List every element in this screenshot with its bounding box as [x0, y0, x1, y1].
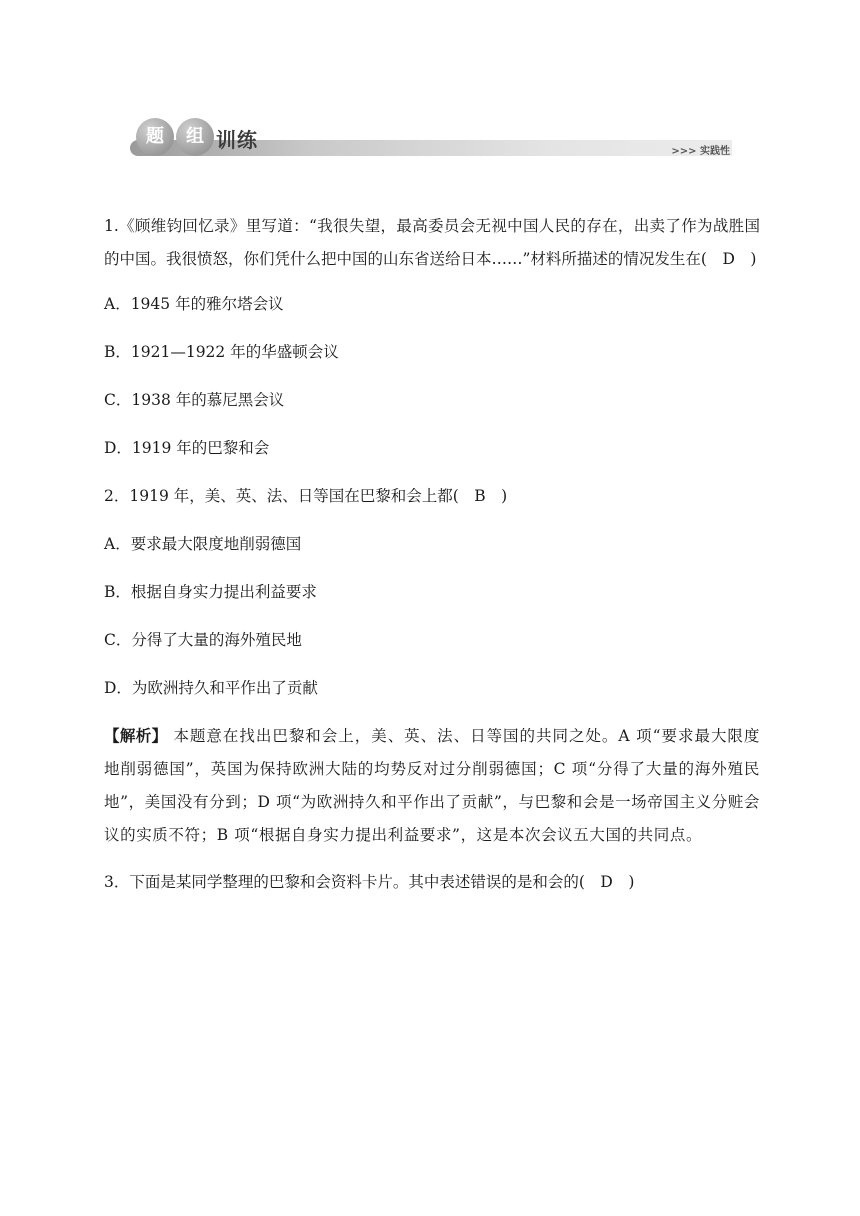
banner-tag: >>> 实践性: [671, 146, 730, 157]
question-2-stem: 2．1919 年，美、英、法、日等国在巴黎和会上都( B ): [104, 487, 508, 505]
question-3-stem: 3．下面是某同学整理的巴黎和会资料卡片。其中表述错误的是和会的( D ): [104, 873, 635, 891]
question-2-option-d: D．为欧洲持久和平作出了贡献: [104, 679, 318, 697]
question-1-option-b: B．1921—1922 年的华盛顿会议: [104, 343, 339, 361]
analysis-label: 【解析】: [104, 727, 168, 745]
question-1-option-c: C．1938 年的慕尼黑会议: [104, 391, 285, 409]
question-2-option-b: B．根据自身实力提出利益要求: [104, 583, 317, 601]
banner-title: 训练: [216, 128, 258, 152]
question-2-option-a: A．要求最大限度地削弱德国: [104, 535, 302, 553]
analysis-text: 本题意在找出巴黎和会上，美、英、法、日等国的共同之处。A 项“要求最大限度地削弱德国”，英国为保持欧洲大陆的均势反对过分削弱德国；C 项“分得了大量的海外殖民地”，美国没有分到；D 项“为欧洲持久和平作出了贡献”，与巴黎和会是一场帝国主义分赃会议的实质不符；B 项“根据自身实力提出利益要求”，这是本次会议五大国的共同点。: [104, 727, 761, 844]
analysis-paragraph: [104, 720, 760, 852]
banner-circle-1: 题: [136, 118, 174, 156]
question-1-stem: 1.《顾维钧回忆录》里写道：“我很失望，最高委员会无视中国人民的存在，出卖了作为战胜国的中国。我很愤怒，你们凭什么把中国的山东省送给日本……”材料所描述的情况发生在( D ): [104, 217, 760, 268]
document-content: [104, 210, 760, 899]
question-1-option-a: A．1945 年的雅尔塔会议: [104, 295, 284, 313]
question-1-option-d: D．1919 年的巴黎和会: [104, 439, 270, 457]
banner-circle-2: 组: [176, 118, 214, 156]
question-2-option-c: C．分得了大量的海外殖民地: [104, 631, 302, 649]
section-banner: [130, 118, 732, 160]
